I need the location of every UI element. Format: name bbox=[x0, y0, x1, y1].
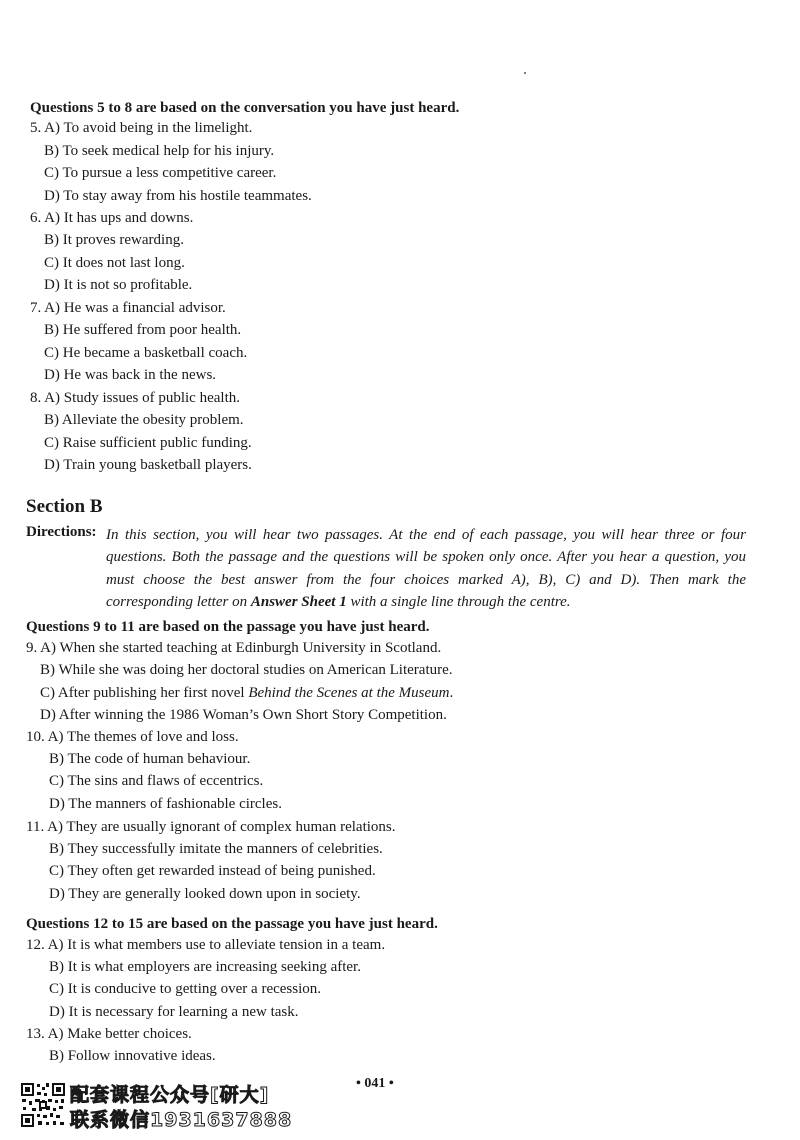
q6-option-c: C) It does not last long. bbox=[44, 255, 185, 271]
qr-code-icon bbox=[20, 1082, 66, 1128]
directions-text-2: with a single line through the centre. bbox=[346, 593, 571, 610]
questions-9-11-heading: Questions 9 to 11 are based on the passage you have just heard. bbox=[26, 619, 430, 635]
questions-12-15-heading: Questions 12 to 15 are based on the passage you have just heard. bbox=[26, 916, 438, 932]
q10-option-d: D) The manners of fashionable circles. bbox=[49, 796, 282, 812]
q10-option-c: C) The sins and flaws of eccentrics. bbox=[49, 773, 264, 789]
q13-option-b: B) Follow innovative ideas. bbox=[49, 1048, 216, 1064]
q8-option-b: B) Alleviate the obesity problem. bbox=[44, 412, 244, 428]
q6-option-b: B) It proves rewarding. bbox=[44, 232, 184, 248]
q5-option-a: 5. A) To avoid being in the limelight. bbox=[30, 120, 253, 136]
q6-option-a: 6. A) It has ups and downs. bbox=[30, 210, 194, 226]
section-b-title: Section B bbox=[26, 496, 103, 517]
directions-text bbox=[106, 524, 746, 613]
q11-option-a: 11. A) They are usually ignorant of complex human relations. bbox=[26, 819, 396, 835]
q7-option-d: D) He was back in the news. bbox=[44, 367, 217, 383]
scan-speck bbox=[524, 72, 526, 74]
q12-option-c: C) It is conducive to getting over a recession. bbox=[49, 981, 322, 997]
q6-option-d: D) It is not so profitable. bbox=[44, 277, 193, 293]
q8-option-c: C) Raise sufficient public funding. bbox=[44, 435, 252, 451]
q8-option-a: 8. A) Study issues of public health. bbox=[30, 390, 240, 406]
directions-text-1: In this section, you will hear two passages. At the end of each passage, you will hear three or four questions. Both the passage and the questions will be spoken only once. After you hear a question, you must choose the best answer from the four choices marked A), B), C) and D). Then mark the corresponding letter on bbox=[106, 527, 746, 610]
q8-option-d: D) Train young basketball players. bbox=[44, 457, 252, 473]
q9-option-a: 9. A) When she started teaching at Edinburgh University in Scotland. bbox=[26, 640, 442, 656]
q9-option-c bbox=[40, 685, 453, 702]
watermark-line-2: 联系微信1931637888 bbox=[70, 1109, 293, 1131]
q5-option-d: D) To stay away from his hostile teammates. bbox=[44, 188, 312, 204]
q7-option-a: 7. A) He was a financial advisor. bbox=[30, 300, 226, 316]
q12-option-d: D) It is necessary for learning a new task. bbox=[49, 1004, 299, 1020]
q10-option-a: 10. A) The themes of love and loss. bbox=[26, 729, 239, 745]
q11-option-d: D) They are generally looked down upon in society. bbox=[49, 886, 361, 902]
novel-title: Behind the Scenes at the Museum bbox=[248, 685, 450, 701]
q9-option-c-suffix: . bbox=[449, 685, 454, 701]
page-number: • 041 • bbox=[356, 1076, 394, 1091]
q12-option-b: B) It is what employers are increasing seeking after. bbox=[49, 959, 361, 975]
q10-option-b: B) The code of human behaviour. bbox=[49, 751, 251, 767]
q11-option-c: C) They often get rewarded instead of being punished. bbox=[49, 863, 376, 879]
q5-option-c: C) To pursue a less competitive career. bbox=[44, 165, 277, 181]
q7-option-b: B) He suffered from poor health. bbox=[44, 322, 242, 338]
q11-option-b: B) They successfully imitate the manners of celebrities. bbox=[49, 841, 383, 857]
q7-option-c: C) He became a basketball coach. bbox=[44, 345, 248, 361]
q13-option-a: 13. A) Make better choices. bbox=[26, 1026, 192, 1042]
directions-label: Directions: bbox=[26, 524, 97, 540]
answer-sheet-ref: Answer Sheet 1 bbox=[250, 593, 347, 610]
q5-option-b: B) To seek medical help for his injury. bbox=[44, 143, 275, 159]
questions-5-8-heading: Questions 5 to 8 are based on the conversation you have just heard. bbox=[30, 100, 460, 116]
q9-option-c-prefix: C) After publishing her first novel bbox=[40, 685, 249, 701]
q9-option-b: B) While she was doing her doctoral studies on American Literature. bbox=[40, 662, 453, 678]
q12-option-a: 12. A) It is what members use to alleviate tension in a team. bbox=[26, 937, 386, 953]
watermark-line-1: 配套课程公众号[研大] bbox=[70, 1084, 270, 1106]
q9-option-d: D) After winning the 1986 Woman’s Own Short Story Competition. bbox=[40, 707, 447, 723]
